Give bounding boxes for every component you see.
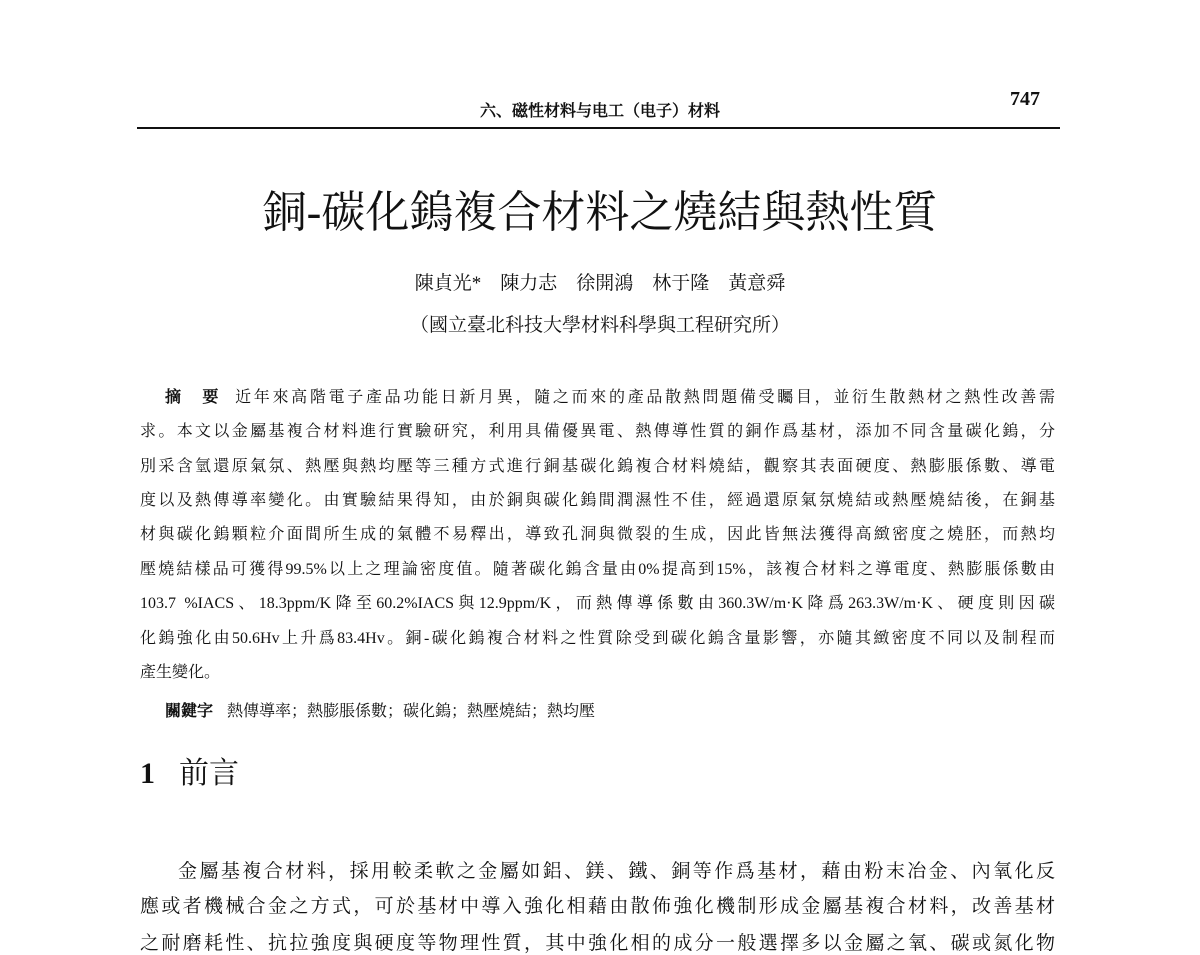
abstract-text: 近年來高階電子產品功能日新月異，隨之而來的產品散熱問題備受矚目，並衍生散熱材之熱性改善需 [235,389,1055,406]
keywords [165,698,1080,721]
abstract-line: 度以及熱傳導率變化。由實驗結果得知，由於銅與碳化鎢間潤濕性不佳，經過還原氣氛燒結或熱壓燒結後，在銅基 [140,492,1055,509]
section-number: 1 [140,757,155,790]
keywords-label: 關鍵字 [165,703,214,720]
abstract-line: 103.7 %IACS、18.3ppm/K降至60.2%IACS與12.9ppm/K，而熱傳導係數由360.3W/m·K降爲263.3W/m·K、硬度則因碳 [140,595,1055,612]
section-heading [140,748,239,792]
abstract-line: 壓燒結樣品可獲得99.5%以上之理論密度值。隨著碳化鎢含量由0%提高到15%，該複合材料之導電度、熱膨脹係數由 [140,561,1055,578]
body-line: 之耐磨耗性、抗拉強度與硬度等物理性質，其中強化相的成分一般選擇多以金屬之氧、碳或氮化物 [140,933,1055,954]
section-title: 前言 [179,757,239,790]
abstract-line: 化鎢強化由50.6Hv上升爲83.4Hv。銅-碳化鎢複合材料之性質除受到碳化鎢含量影響，亦隨其緻密度不同以及制程而 [140,630,1055,647]
body-line: 應或者機械合金之方式，可於基材中導入強化相藉由散佈強化機制形成金屬基複合材料，改善基材 [140,896,1055,917]
abstract-label: 摘 要 [165,389,222,406]
abstract-line: 產生變化。 [140,664,221,681]
header-rule [137,127,1060,129]
authors: 陳貞光* 陳力志 徐開鴻 林于隆 黃意舜 [414,273,786,294]
page-number: 747 [1010,88,1040,110]
abstract-line: 別采含氫還原氣氛、熱壓與熱均壓等三種方式進行銅基碳化鎢複合材料燒結，觀察其表面硬度、熱膨脹係數、導電 [140,458,1055,475]
keywords-text: 熱傳導率；熱膨脹係數；碳化鎢；熱壓燒結；熱均壓 [227,703,596,720]
affiliation: （國立臺北科技大學材料科學與工程研究所） [409,315,790,336]
body-line: 金屬基複合材料，採用較柔軟之金屬如鋁、鎂、鐵、銅等作爲基材，藉由粉末冶金、內氧化反 [178,861,1055,882]
running-header: 六、磁性材料与电工（电子）材料 [479,103,720,120]
abstract-line [165,384,1055,407]
abstract-line: 材與碳化鎢顆粒介面間所生成的氣體不易釋出，導致孔洞與微裂的生成，因此皆無法獲得高緻密度之燒胚，而熱均 [140,526,1055,543]
abstract-line: 求。本文以金屬基複合材料進行實驗研究，利用具備優異電、熱傳導性質的銅作爲基材，添加不同含量碳化鎢，分 [140,423,1055,440]
paper-title: 銅-碳化鎢複合材料之燒結與熱性質 [262,188,938,237]
